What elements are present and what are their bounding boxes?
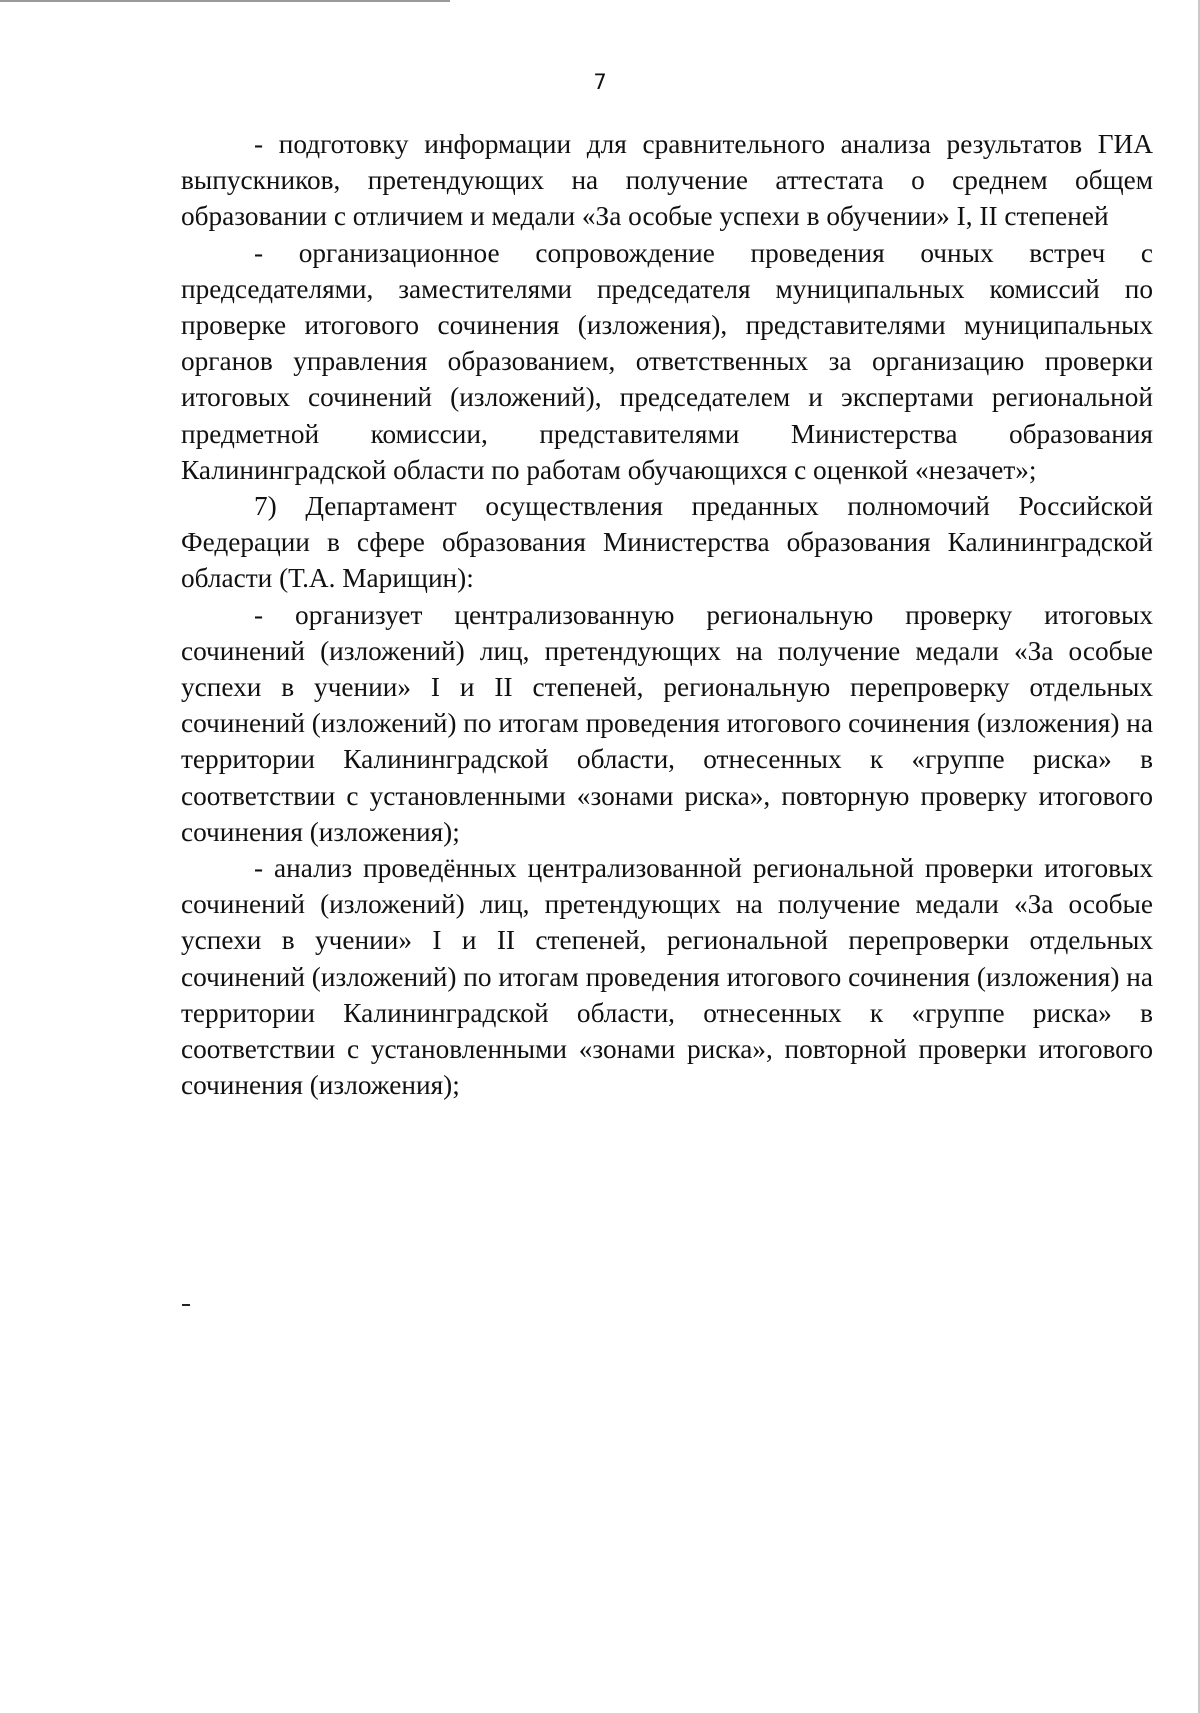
paragraph-info-preparation: - подготовку информации для сравнительного анализа результатов ГИА выпускников, претендующих на получение аттестата о среднем общем образовании с отличием и медали «За особые успехи в обучении» I, II степеней [181, 129, 1153, 232]
page-number: 7 [593, 70, 607, 94]
paragraph-analysis: - анализ проведённых централизованной региональной проверки итоговых сочинений (изложений) лиц, претендующих на получение медали «За особые успехи в учении» I и II степеней, региональной перепроверки отдельных сочинений (изложений) по итогам проведения итогового сочинения (изложения) на территории Калининградской области, отнесенных к «группе риска» в соответствии с установленными «зонами риска», повторной проверки итогового сочинения (изложения); [181, 853, 1153, 1101]
scan-edge-top [0, 0, 450, 2]
paragraph-centralized-check: - организует централизованную региональную проверку итоговых сочинений (изложений) лиц, претендующих на получение медали «За особые успехи в учении» I и II степеней, региональную перепроверку отдельных сочинений (изложений) по итогам проведения итогового сочинения (изложения) на территории Калининградской области, отнесенных к «группе риска» в соответствии с установленными «зонами риска», повторную проверку итогового сочинения (изложения); [181, 599, 1153, 847]
paragraph-organizational-support: - организационное сопровождение проведения очных встреч с председателями, заместителями председателя муниципальных комиссий по проверке итогового сочинения (изложения), представителями муниципальных органов управления образованием, ответственных за организацию проверки итоговых сочинений (изложений), председателем и экспертами региональной предметной комиссии, представителями Министерства образования Калининградской области по работам обучающихся с оценкой «незачет»; [181, 237, 1153, 485]
trailing-dash-mark [182, 1304, 190, 1306]
document-body [181, 126, 1153, 1103]
paragraph-department: 7) Департамент осуществления преданных полномочий Российской Федерации в сфере образования Министерства образования Калининградской области (Т.А. Марищин): [181, 491, 1153, 594]
